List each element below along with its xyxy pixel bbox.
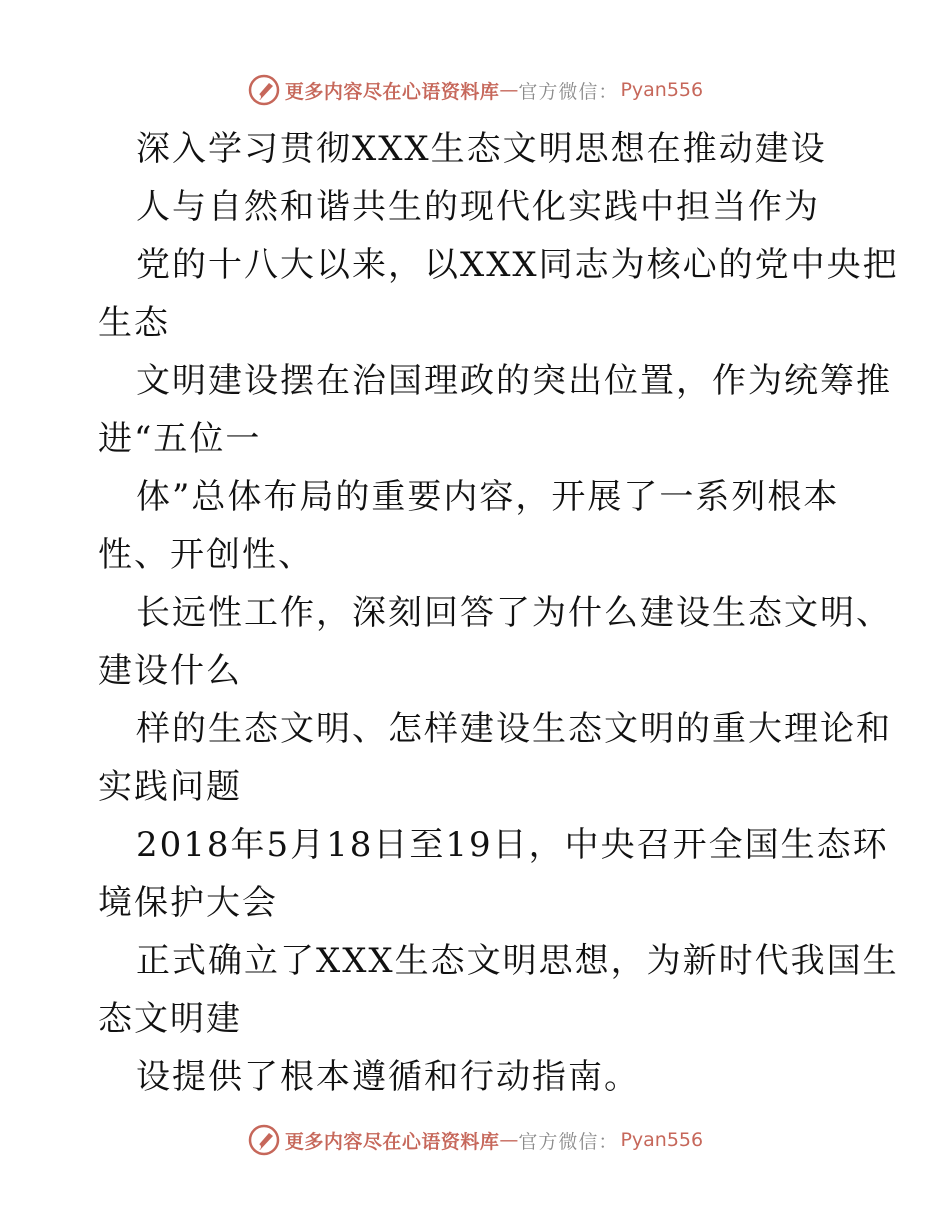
paragraph-line: 正式确立了XXX生态文明思想，为新时代我国生 (136, 941, 899, 981)
paragraph-line: 境保护大会 (98, 883, 278, 923)
banner-dash: — (499, 1129, 519, 1151)
paragraph-line: 性、开创性、 (98, 535, 314, 575)
paragraph-line: 建设什么 (98, 651, 242, 691)
paragraph-line: 生态 (98, 303, 170, 343)
pen-logo-icon (247, 73, 281, 107)
banner-wechat-id: Pyan556 (620, 79, 704, 101)
pen-logo-icon (247, 1123, 281, 1157)
header-banner (0, 70, 950, 110)
banner-lead-text: 更多内容尽在心语资料库 (284, 1130, 500, 1153)
paragraph-line: 人与自然和谐共生的现代化实践中担当作为 (136, 187, 820, 227)
paragraph-line: 党的十八大以来，以XXX同志为核心的党中央把 (136, 245, 899, 285)
paragraph-line: 长远性工作，深刻回答了为什么建设生态文明、 (136, 593, 892, 633)
document-body (98, 120, 899, 1106)
paragraph-line: 文明建设摆在治国理政的突出位置，作为统筹推 (136, 361, 892, 401)
paragraph-line: 深入学习贯彻XXX生态文明思想在推动建设 (136, 129, 827, 169)
paragraph-line: 样的生态文明、怎样建设生态文明的重大理论和 (136, 709, 892, 749)
banner-lead-text: 更多内容尽在心语资料库 (284, 80, 500, 103)
footer-banner (0, 1120, 950, 1160)
paragraph-line: 实践问题 (98, 767, 242, 807)
paragraph-line: 设提供了根本遵循和行动指南。 (136, 1057, 640, 1097)
paragraph-line: 2018年5月18日至19日，中央召开全国生态环 (136, 825, 889, 865)
banner-wechat-label: 官方微信： (518, 1130, 619, 1153)
banner-wechat-id: Pyan556 (620, 1129, 704, 1151)
banner-wechat-label: 官方微信： (518, 80, 619, 103)
banner-dash: — (499, 79, 519, 101)
paragraph-line: 态文明建 (98, 999, 242, 1039)
paragraph-line: 体”总体布局的重要内容，开展了一系列根本 (136, 477, 840, 517)
paragraph-line: 进“五位一 (98, 419, 262, 459)
